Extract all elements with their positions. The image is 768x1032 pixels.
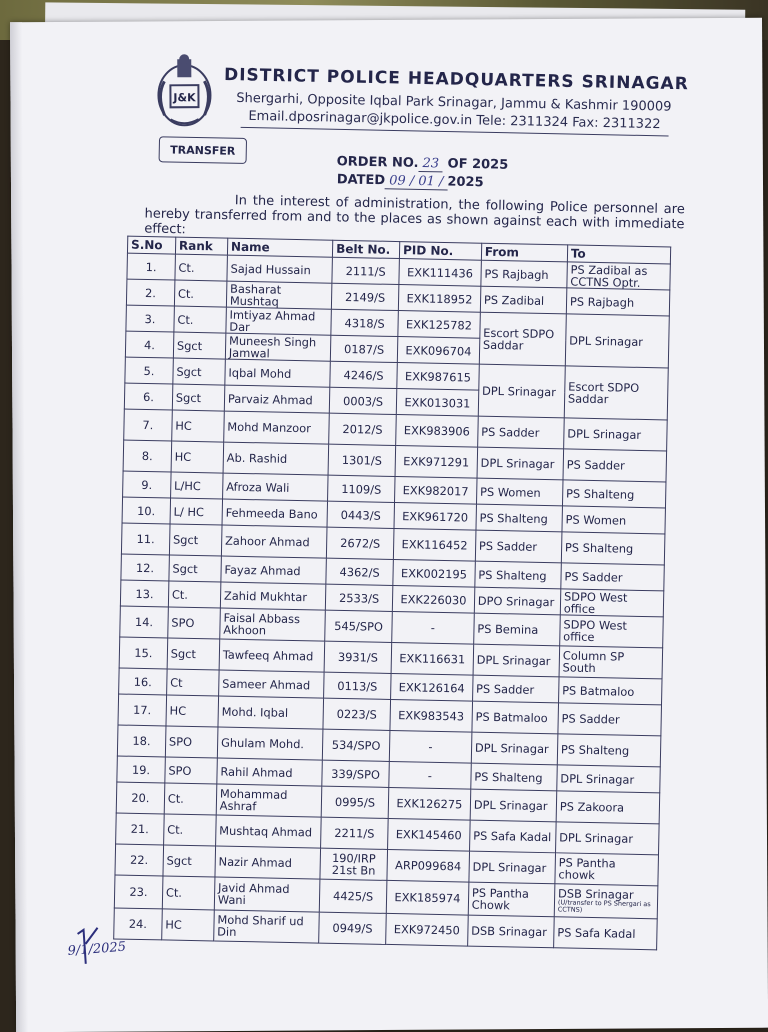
cell-pid: EXK125782 bbox=[398, 311, 480, 339]
cell-rank: Ct. bbox=[174, 306, 227, 333]
sheet-edge bbox=[10, 22, 28, 1032]
cell-from: DPL Srinagar bbox=[473, 644, 560, 677]
cell-to: SDPO West office bbox=[560, 589, 664, 617]
cell-belt: 0995/S bbox=[321, 786, 389, 818]
cell-rank: Sgct bbox=[172, 384, 225, 411]
cell-name: Imtiyaz Ahmad Dar bbox=[226, 307, 332, 335]
cell-belt: 4362/S bbox=[326, 558, 393, 585]
cell-sno: 20. bbox=[116, 782, 164, 814]
cell-name: Muneesh Singh Jamwal bbox=[225, 333, 331, 361]
cell-rank: SPO bbox=[165, 726, 218, 758]
cell-name: Mohd. Iqbal bbox=[218, 696, 324, 729]
cell-name: Javid Ahmad Wani bbox=[214, 877, 320, 912]
cell-pid: EXK111436 bbox=[399, 259, 481, 287]
cell-sno: 22. bbox=[115, 844, 163, 876]
dated-prefix: DATED bbox=[336, 172, 386, 189]
cell-from: PS Pantha Chowk bbox=[468, 882, 555, 917]
cell-rank: HC bbox=[161, 909, 214, 941]
cell-from: DPL Srinagar bbox=[470, 789, 557, 822]
cell-belt: 3931/S bbox=[324, 641, 392, 673]
cell-rank: HC bbox=[171, 441, 224, 473]
cell-name: Mohd Manzoor bbox=[224, 411, 330, 444]
cell-belt: 2012/S bbox=[329, 413, 397, 445]
cell-sno: 12. bbox=[121, 554, 169, 581]
cell-sno: 4. bbox=[125, 331, 173, 358]
cell-belt: 4425/S bbox=[319, 879, 387, 913]
cell-rank: Ct. bbox=[175, 254, 228, 281]
cell-pid: EXK126164 bbox=[391, 673, 473, 701]
cell-sno: 16. bbox=[119, 668, 167, 695]
cell-sno: 3. bbox=[126, 305, 174, 332]
cell-pid: EXK983906 bbox=[396, 415, 478, 448]
cell-to: DPL Srinagar bbox=[555, 822, 659, 855]
cell-from: PS Zadibal bbox=[480, 286, 567, 314]
cell-pid: EXK116631 bbox=[391, 642, 473, 675]
cell-sno: 8. bbox=[123, 440, 171, 472]
order-document bbox=[10, 18, 768, 1032]
cell-sno: 10. bbox=[122, 497, 170, 524]
cell-name: Zahoor Ahmad bbox=[221, 525, 327, 558]
cell-from: PS Shalteng bbox=[475, 561, 562, 589]
cell-rank: L/HC bbox=[170, 472, 223, 499]
transfer-label: TRANSFER bbox=[159, 136, 248, 164]
cell-name: Mushtaq Ahmad bbox=[215, 815, 321, 848]
column-header: S.No bbox=[127, 236, 175, 254]
cell-pid: - bbox=[389, 761, 471, 789]
cell-name: Mohd Sharif ud Din bbox=[214, 910, 320, 943]
office-title: DISTRICT POLICE HEADQUARTERS SRINAGAR bbox=[223, 64, 689, 95]
cell-pid: EXK987615 bbox=[397, 363, 479, 391]
cell-pid: EXK982017 bbox=[395, 477, 477, 505]
order-number: 23 bbox=[418, 156, 443, 172]
cell-rank: SPO bbox=[165, 757, 218, 784]
cell-from: PS Shalteng bbox=[476, 504, 563, 532]
cell-rank: Sgct bbox=[169, 524, 222, 556]
cell-to: DPL Srinagar bbox=[563, 418, 667, 451]
column-header: To bbox=[567, 245, 670, 264]
cell-belt: 2533/S bbox=[325, 584, 392, 611]
cell-pid: EXK961720 bbox=[394, 503, 476, 531]
cell-name: Sameer Ahmad bbox=[218, 670, 324, 698]
cell-belt: 4318/S bbox=[331, 309, 398, 336]
cell-to: Escort SDPO Saddar bbox=[564, 366, 668, 420]
cell-to: PS Safa Kadal bbox=[553, 917, 657, 950]
cell-pid: - bbox=[389, 730, 471, 763]
cell-sno: 17. bbox=[118, 694, 166, 726]
cell-to: PS Shalteng bbox=[561, 532, 665, 565]
transfer-table bbox=[113, 236, 671, 951]
intro-paragraph: In the interest of administration, the following Police personnel are hereby transferred from and to the places as shown against each with immediate effect: bbox=[144, 193, 685, 238]
column-header: Belt No. bbox=[332, 240, 399, 258]
order-date-line bbox=[337, 172, 484, 190]
cell-to-text: DSB Srinagar bbox=[557, 886, 634, 902]
cell-to: PS Shalteng bbox=[557, 734, 661, 767]
cell-pid: ARP099684 bbox=[387, 849, 469, 882]
cell-pid: EXK118952 bbox=[398, 285, 480, 313]
cell-rank: Sgct bbox=[169, 555, 222, 582]
cell-to: DPL Srinagar bbox=[557, 765, 661, 793]
cell-from: PS Sadder bbox=[477, 416, 564, 449]
cell-belt: 545/SPO bbox=[325, 610, 393, 642]
order-date: 09 / 01 / bbox=[385, 173, 448, 190]
cell-from: PS Bemina bbox=[473, 613, 560, 646]
cell-sno: 24. bbox=[114, 908, 162, 940]
cell-to bbox=[554, 884, 658, 919]
cell-sno: 9. bbox=[123, 471, 171, 498]
cell-belt: 1109/S bbox=[328, 475, 395, 502]
cell-to: PS Rajbagh bbox=[566, 288, 670, 316]
cell-name: Iqbal Mohd bbox=[225, 359, 331, 387]
cell-belt: 0443/S bbox=[327, 501, 394, 528]
cell-rank: Sgct bbox=[163, 845, 216, 877]
cell-to: PS Pantha chowk bbox=[555, 853, 659, 886]
cell-pid: EXK126275 bbox=[388, 787, 470, 820]
cell-rank: Ct. bbox=[163, 814, 216, 846]
cell-name: Rahil Ahmad bbox=[217, 758, 323, 786]
cell-sno: 13. bbox=[120, 580, 168, 607]
cell-to: Column SP South bbox=[559, 646, 663, 679]
cell-pid: EXK013031 bbox=[396, 389, 478, 417]
cell-to: DPL Srinagar bbox=[565, 314, 669, 368]
cell-belt: 2211/S bbox=[321, 817, 389, 849]
cell-name: Fayaz Ahmad bbox=[221, 556, 327, 584]
cell-rank: HC bbox=[166, 695, 219, 727]
cell-sno: 21. bbox=[116, 813, 164, 845]
cell-belt: 0949/S bbox=[319, 912, 387, 944]
cell-name: Mohammad Ashraf bbox=[216, 784, 322, 817]
cell-name: Fehmeeda Bano bbox=[222, 499, 328, 527]
cell-from: PS Sadder bbox=[475, 530, 562, 563]
column-header: From bbox=[481, 243, 567, 262]
cell-from: DPO Srinagar bbox=[474, 587, 561, 615]
cell-rank: Ct. bbox=[162, 876, 215, 910]
cell-from: PS Safa Kadal bbox=[469, 820, 556, 853]
cell-rank: Sgct bbox=[173, 332, 226, 359]
cell-to: PS Zadibal as CCTNS Optr. bbox=[567, 262, 671, 290]
cell-name: Nazir Ahmad bbox=[215, 846, 321, 879]
cell-name: Ghulam Mohd. bbox=[217, 727, 323, 760]
cell-sno: 14. bbox=[120, 606, 168, 638]
cell-belt: 1301/S bbox=[328, 444, 396, 476]
order-number-line bbox=[337, 154, 509, 172]
cell-to: PS Shalteng bbox=[562, 480, 666, 508]
cell-from: Escort SDPO Saddar bbox=[479, 312, 566, 366]
cell-from: PS Shalteng bbox=[471, 763, 558, 791]
cell-name: Parvaiz Ahmad bbox=[224, 385, 330, 413]
cell-pid: EXK226030 bbox=[392, 585, 474, 613]
cell-sno: 5. bbox=[125, 357, 173, 384]
order-prefix: ORDER NO. bbox=[336, 154, 419, 171]
cell-name: Zahid Mukhtar bbox=[220, 582, 326, 610]
column-header: PID No. bbox=[399, 242, 481, 261]
cell-pid: EXK116452 bbox=[393, 528, 475, 561]
cell-to: PS Sadder bbox=[558, 703, 662, 736]
cell-to: PS Zakoora bbox=[556, 791, 660, 824]
cell-to: PS Sadder bbox=[563, 449, 667, 482]
column-header: Rank bbox=[175, 237, 227, 255]
cell-pid: EXK002195 bbox=[393, 559, 475, 587]
cell-from: PS Batmaloo bbox=[472, 701, 559, 734]
cell-from: PS Rajbagh bbox=[481, 260, 568, 288]
emblem-text: J&K bbox=[173, 91, 196, 105]
cell-from: PS Women bbox=[476, 478, 563, 506]
cell-rank: Ct. bbox=[168, 581, 221, 608]
cell-rank: HC bbox=[172, 410, 225, 442]
office-contact: Email.dposrinagar@jkpolice.gov.in Tele: 2311324 Fax: 2311322 bbox=[248, 108, 661, 133]
cell-rank: Ct. bbox=[174, 280, 227, 307]
cell-from: DPL Srinagar bbox=[477, 447, 564, 480]
cell-belt: 2672/S bbox=[326, 527, 394, 559]
cell-from: DSB Srinagar bbox=[467, 915, 554, 948]
transfer-table-body bbox=[114, 253, 671, 950]
cell-sno: 15. bbox=[119, 637, 167, 669]
dated-suffix: 2025 bbox=[447, 174, 484, 191]
cell-pid: EXK971291 bbox=[395, 446, 477, 479]
signature-date: 9/1/2025 bbox=[67, 939, 127, 959]
cell-from: PS Sadder bbox=[472, 675, 559, 703]
cell-to: PS Sadder bbox=[561, 563, 665, 591]
cell-name: Sajad Hussain bbox=[227, 255, 333, 283]
cell-sno: 11. bbox=[121, 523, 169, 555]
cell-belt: 2111/S bbox=[332, 257, 399, 284]
cell-belt: 190/IRP 21st Bn bbox=[320, 848, 388, 880]
cell-belt: 0187/S bbox=[330, 335, 397, 362]
cell-pid: EXK972450 bbox=[386, 913, 468, 946]
cell-sno: 1. bbox=[127, 253, 175, 280]
cell-belt: 4246/S bbox=[330, 361, 397, 388]
cell-pid: EXK185974 bbox=[386, 880, 468, 915]
cell-sno: 18. bbox=[117, 725, 165, 757]
cell-to-note: (U/transfer to PS Shergari as CCTNS) bbox=[557, 898, 651, 914]
cell-belt: 0113/S bbox=[324, 672, 391, 699]
cell-rank: Sgct bbox=[167, 638, 220, 670]
office-address: Shergarhi, Opposite Iqbal Park Srinagar, Jammu & Kashmir 190009 bbox=[236, 90, 672, 115]
cell-rank: Ct bbox=[166, 669, 219, 696]
cell-from: DPL Srinagar bbox=[471, 732, 558, 765]
cell-rank: SPO bbox=[168, 607, 221, 639]
cell-rank: L/ HC bbox=[170, 498, 223, 525]
cell-sno: 19. bbox=[117, 756, 165, 783]
cell-pid: EXK145460 bbox=[388, 818, 470, 851]
cell-pid: EXK096704 bbox=[397, 337, 479, 365]
cell-name: Ab. Rashid bbox=[223, 442, 329, 475]
cell-from: DPL Srinagar bbox=[478, 364, 565, 418]
cell-belt: 339/SPO bbox=[322, 760, 389, 787]
cell-name: Afroza Wali bbox=[222, 473, 328, 501]
cell-name: Tawfeeq Ahmad bbox=[219, 639, 325, 672]
cell-sno: 2. bbox=[126, 279, 174, 306]
order-suffix: OF 2025 bbox=[447, 156, 509, 173]
cell-to: PS Batmaloo bbox=[558, 677, 662, 705]
cell-sno: 7. bbox=[124, 409, 172, 441]
cell-sno: 6. bbox=[124, 383, 172, 410]
cell-sno: 23. bbox=[114, 875, 162, 909]
cell-belt: 0223/S bbox=[323, 698, 391, 730]
cell-name: Faisal Abbass Akhoon bbox=[220, 608, 326, 641]
cell-pid: EXK983543 bbox=[390, 699, 472, 732]
cell-pid: - bbox=[392, 611, 474, 644]
cell-to: PS Women bbox=[562, 506, 666, 534]
column-header: Name bbox=[227, 238, 333, 257]
cell-from: DPL Srinagar bbox=[469, 851, 556, 884]
cell-rank: Sgct bbox=[173, 358, 226, 385]
cell-name: Basharat Mushtaq bbox=[226, 281, 332, 309]
cell-belt: 534/SPO bbox=[322, 729, 390, 761]
cell-rank: Ct. bbox=[164, 783, 217, 815]
jk-police-emblem-icon bbox=[150, 51, 218, 131]
cell-belt: 0003/S bbox=[329, 387, 396, 414]
cell-belt: 2149/S bbox=[331, 283, 398, 310]
cell-to: SDPO West office bbox=[560, 615, 664, 648]
